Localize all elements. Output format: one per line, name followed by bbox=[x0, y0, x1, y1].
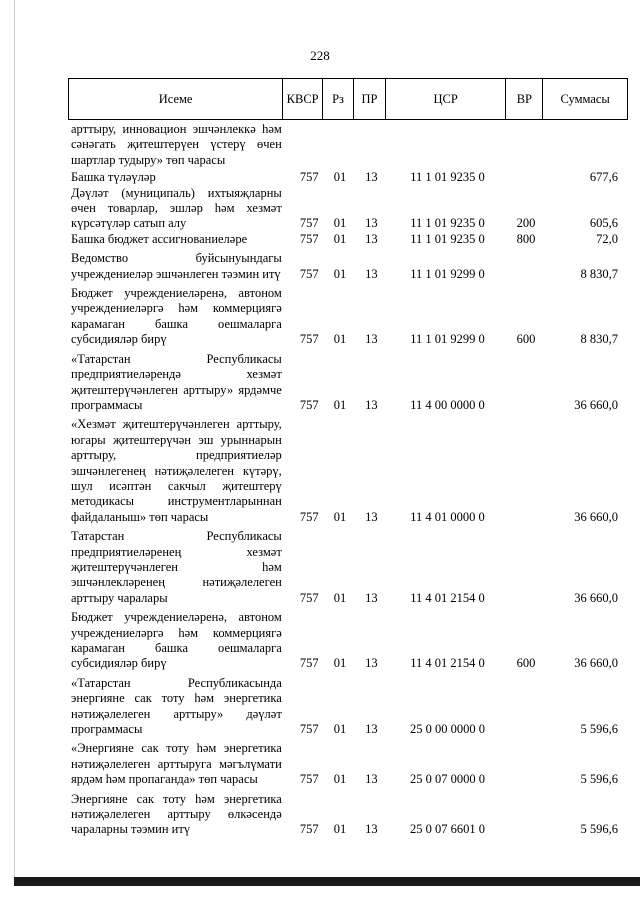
row-csr: 25 0 07 0000 0 bbox=[409, 772, 485, 787]
row-kvsr: 757 bbox=[299, 590, 319, 605]
row-name: Башка бюджет ассигнованиеләре bbox=[71, 231, 248, 246]
table-row bbox=[68, 286, 628, 348]
row-csr: 11 4 01 0000 0 bbox=[410, 509, 485, 524]
row-name: Энергияне сак тоту һәм энергетика нәтиҗәлелеген арттыру өлкәсендә чараларны тәэмин итү bbox=[71, 791, 282, 837]
row-sum: 605,6 bbox=[589, 216, 619, 231]
row-kvsr: 757 bbox=[299, 231, 319, 246]
header-vr: ВР bbox=[506, 79, 543, 119]
row-name: «Хезмәт җитештерүчәнлеген арттыру, югары җитештерүчән эш урыннарын арттыру, предприятиеләр эшчәнлегенең нәтиҗәлелеген күтәрү, шул исәптән сакчыл җитештерү методикасы инструментларыннан файдаланыш» төп чарасы bbox=[71, 417, 282, 524]
row-rz: 01 bbox=[333, 216, 347, 231]
row-pr: 13 bbox=[365, 397, 378, 412]
row-pr: 13 bbox=[365, 266, 378, 281]
row-rz: 01 bbox=[333, 722, 347, 737]
table-row bbox=[68, 529, 628, 606]
row-sum: 36 660,0 bbox=[574, 397, 619, 412]
row-pr: 13 bbox=[365, 216, 378, 231]
row-pr: 13 bbox=[365, 332, 378, 347]
row-vr: 600 bbox=[516, 332, 536, 347]
row-kvsr: 757 bbox=[299, 509, 319, 524]
row-rz: 01 bbox=[333, 509, 347, 524]
row-name: арттыру, инновацион эшчәнлеккә һәм сәнәгать җитештерүен үстерү өчен шартлар тудыру» төп чарасы bbox=[71, 122, 282, 167]
header-pr: ПР bbox=[354, 79, 386, 119]
row-sum: 36 660,0 bbox=[574, 590, 619, 605]
scan-edge bbox=[14, 0, 15, 877]
row-pr: 13 bbox=[365, 509, 378, 524]
row-csr: 11 1 01 9299 0 bbox=[410, 266, 485, 281]
row-sum: 677,6 bbox=[589, 170, 619, 185]
row-rz: 01 bbox=[333, 822, 347, 837]
row-csr: 11 1 01 9235 0 bbox=[410, 170, 485, 185]
table-row bbox=[68, 792, 628, 838]
row-sum: 5 596,6 bbox=[580, 722, 619, 737]
row-kvsr: 757 bbox=[299, 170, 319, 185]
row-rz: 01 bbox=[333, 266, 347, 281]
row-rz: 01 bbox=[333, 772, 347, 787]
row-name: Бюджет учреждениеләренә, автоном учреждениеләргә һәм коммерциягә карамаган башка оешмаларга субсидияләр бирү bbox=[71, 610, 282, 671]
row-csr: 11 1 01 9235 0 bbox=[410, 231, 485, 246]
row-name: Ведомство буйсынуындагы учреждениеләр эшчәнлеген тәэмин итү bbox=[71, 251, 282, 281]
row-sum: 36 660,0 bbox=[574, 656, 619, 671]
row-pr: 13 bbox=[365, 590, 378, 605]
row-pr: 13 bbox=[365, 722, 378, 737]
row-csr: 25 0 00 0000 0 bbox=[409, 722, 485, 737]
row-name: Татарстан Республикасы предприятиеләренең хезмәт җитештерүчәнлеген һәм эшчәнлекләренең нәтиҗәлелеген арттыру чаралары bbox=[71, 529, 282, 605]
row-name: Башка түләүләр bbox=[71, 170, 156, 185]
header-csr: ЦСР bbox=[386, 79, 507, 119]
row-csr: 25 0 07 6601 0 bbox=[409, 822, 485, 837]
scan-bottom-band bbox=[14, 877, 640, 886]
table-row bbox=[68, 610, 628, 672]
row-kvsr: 757 bbox=[299, 822, 319, 837]
row-kvsr: 757 bbox=[299, 656, 319, 671]
table-row bbox=[68, 122, 628, 168]
row-kvsr: 757 bbox=[299, 397, 319, 412]
row-kvsr: 757 bbox=[299, 332, 319, 347]
header-sum: Суммасы bbox=[560, 91, 610, 106]
row-rz: 01 bbox=[333, 397, 347, 412]
row-kvsr: 757 bbox=[299, 266, 319, 281]
row-name: Бюджет учреждениеләренә, автоном учреждениеләргә һәм коммерциягә карамаган башка оешмаларга субсидияләр бирү bbox=[71, 286, 282, 347]
row-csr: 11 1 01 9235 0 bbox=[410, 216, 485, 231]
header-kvsr: КВСР bbox=[283, 79, 323, 119]
table-row bbox=[68, 676, 628, 738]
table-row bbox=[68, 251, 628, 282]
table-row bbox=[68, 417, 628, 525]
row-pr: 13 bbox=[365, 170, 378, 185]
table-row bbox=[68, 232, 628, 247]
row-name: Дәүләт (муниципаль) ихтыяҗларны өчен товарлар, эшләр һәм хезмәт күрсәтүләр сатып алу bbox=[71, 185, 282, 231]
row-vr: 800 bbox=[516, 231, 536, 246]
table-row bbox=[68, 186, 628, 232]
row-kvsr: 757 bbox=[299, 216, 319, 231]
row-pr: 13 bbox=[365, 772, 378, 787]
table-body bbox=[68, 122, 628, 838]
row-pr: 13 bbox=[365, 656, 378, 671]
row-sum: 8 830,7 bbox=[580, 266, 619, 281]
row-kvsr: 757 bbox=[299, 772, 319, 787]
row-name: «Энергияне сак тоту һәм энергетика нәтиҗәлелеген арттыруга мәгълүмати ярдәм һәм пропаганда» төп чарасы bbox=[71, 741, 282, 787]
row-sum: 36 660,0 bbox=[574, 509, 619, 524]
row-csr: 11 4 01 2154 0 bbox=[410, 590, 485, 605]
row-pr: 13 bbox=[365, 231, 378, 246]
row-sum: 8 830,7 bbox=[580, 332, 619, 347]
table-row bbox=[68, 741, 628, 787]
row-rz: 01 bbox=[333, 590, 347, 605]
row-rz: 01 bbox=[333, 231, 347, 246]
row-kvsr: 757 bbox=[299, 722, 319, 737]
row-csr: 11 4 01 2154 0 bbox=[410, 656, 485, 671]
row-pr: 13 bbox=[365, 822, 378, 837]
row-csr: 11 4 00 0000 0 bbox=[410, 397, 485, 412]
row-vr: 200 bbox=[516, 216, 536, 231]
row-vr: 600 bbox=[516, 656, 536, 671]
row-sum: 5 596,6 bbox=[580, 772, 619, 787]
table-row bbox=[68, 352, 628, 414]
table-row bbox=[68, 170, 628, 185]
row-rz: 01 bbox=[333, 656, 347, 671]
row-sum: 5 596,6 bbox=[580, 822, 619, 837]
row-name: «Татарстан Республикасында энергияне сак тоту һәм энергетика нәтиҗәлелеген арттыру» дәүләт программасы bbox=[71, 675, 282, 737]
header-rz: Рз bbox=[323, 79, 354, 119]
row-rz: 01 bbox=[333, 332, 347, 347]
header-name: Исеме bbox=[69, 79, 283, 119]
row-name: «Татарстан Республикасы предприятиеләрендә хезмәт җитештерүчәнлеген арттыру» ярдәмче программасы bbox=[71, 351, 282, 412]
row-sum: 72,0 bbox=[596, 231, 619, 246]
row-csr: 11 1 01 9299 0 bbox=[410, 332, 485, 347]
row-rz: 01 bbox=[333, 170, 347, 185]
page-number: 228 bbox=[310, 48, 330, 63]
table-header bbox=[68, 78, 628, 120]
